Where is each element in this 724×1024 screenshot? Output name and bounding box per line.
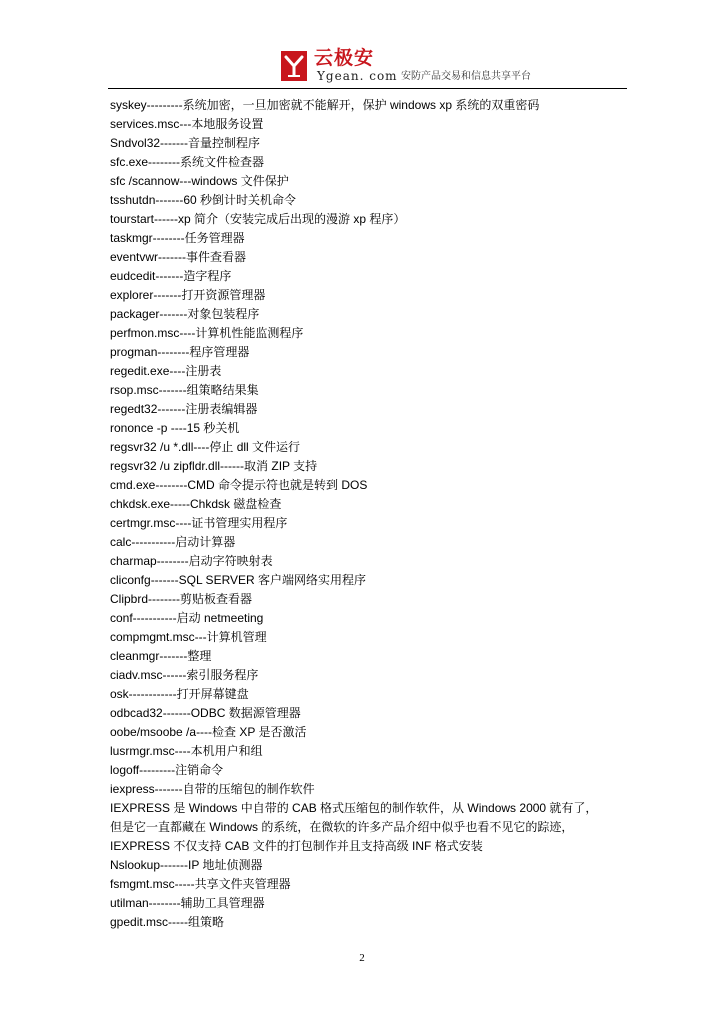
text-line: services.msc---本地服务设置 (110, 117, 264, 131)
text-line: eventvwr-------事件查看器 (110, 250, 246, 264)
text-line: Clipbrd--------剪贴板查看器 (110, 592, 252, 606)
text-line: chkdsk.exe-----Chkdsk 磁盘检查 (110, 497, 282, 511)
text-line: osk------------打开屏幕键盘 (110, 687, 249, 701)
text-line: regedt32-------注册表编辑器 (110, 402, 258, 416)
text-line: Sndvol32-------音量控制程序 (110, 136, 261, 150)
text-line: ciadv.msc------索引服务程序 (110, 668, 259, 682)
text-line: regsvr32 /u zipfldr.dll------取消 ZIP 支持 (110, 459, 318, 473)
ygean-logo-icon (281, 51, 307, 81)
text-line: 但是它一直都藏在 Windows 的系统，在微软的许多产品介绍中似乎也看不见它的踪迹， (110, 820, 574, 834)
text-line: syskey---------系统加密，一旦加密就不能解开，保护 windows xp 系统的双重密码 (110, 98, 540, 112)
text-line: compmgmt.msc---计算机管理 (110, 630, 267, 644)
brand-slogan: 安防产品交易和信息共享平台 (401, 71, 531, 82)
text-line: cmd.exe--------CMD 命令提示符也就是转到 DOS (110, 478, 368, 492)
page-number: 2 (359, 952, 365, 964)
brand-name-en: Ygean. com (317, 69, 398, 83)
text-line: oobe/msoobe /a----检查 XP 是否激活 (110, 725, 307, 739)
text-line: tsshutdn-------60 秒倒计时关机命令 (110, 193, 297, 207)
text-line: gpedit.msc-----组策略 (110, 915, 225, 929)
page-header (0, 0, 724, 96)
text-line: logoff---------注销命令 (110, 763, 224, 777)
text-line: sfc /scannow---windows 文件保护 (110, 174, 289, 188)
text-line: rononce -p ----15 秒关机 (110, 421, 240, 435)
text-line: iexpress-------自带的压缩包的制作软件 (110, 782, 315, 796)
text-line: lusrmgr.msc----本机用户和组 (110, 744, 263, 758)
text-line: eudcedit-------造字程序 (110, 269, 232, 283)
text-line: packager-------对象包装程序 (110, 307, 260, 321)
brand-name-cn: 云极安 (314, 47, 375, 69)
text-line: cliconfg-------SQL SERVER 客户端网络实用程序 (110, 573, 367, 587)
text-line: regsvr32 /u *.dll----停止 dll 文件运行 (110, 440, 301, 454)
document-body (110, 96, 630, 932)
text-line: odbcad32-------ODBC 数据源管理器 (110, 706, 301, 720)
text-line: Nslookup-------IP 地址侦测器 (110, 858, 263, 872)
text-line: certmgr.msc----证书管理实用程序 (110, 516, 288, 530)
text-line: IEXPRESS 是 Windows 中自带的 CAB 格式压缩包的制作软件，从 Windows 2000 就有了， (110, 801, 598, 815)
text-line: utilman--------辅助工具管理器 (110, 896, 265, 910)
text-line: rsop.msc-------组策略结果集 (110, 383, 259, 397)
text-line: tourstart------xp 简介（安装完成后出现的漫游 xp 程序） (110, 212, 406, 226)
text-line: IEXPRESS 不仅支持 CAB 文件的打包制作并且支持高级 INF 格式安装 (110, 839, 483, 853)
text-line: perfmon.msc----计算机性能监测程序 (110, 326, 304, 340)
text-line: conf-----------启动 netmeeting (110, 611, 264, 625)
text-line: sfc.exe--------系统文件检查器 (110, 155, 264, 169)
text-line: calc-----------启动计算器 (110, 535, 236, 549)
text-line: cleanmgr-------整理 (110, 649, 212, 663)
text-line: taskmgr--------任务管理器 (110, 231, 245, 245)
text-line: explorer-------打开资源管理器 (110, 288, 266, 302)
text-line: charmap--------启动字符映射表 (110, 554, 273, 568)
header-divider (108, 88, 627, 89)
text-line: regedit.exe----注册表 (110, 364, 222, 378)
text-line: fsmgmt.msc-----共享文件夹管理器 (110, 877, 291, 891)
text-line: progman--------程序管理器 (110, 345, 250, 359)
